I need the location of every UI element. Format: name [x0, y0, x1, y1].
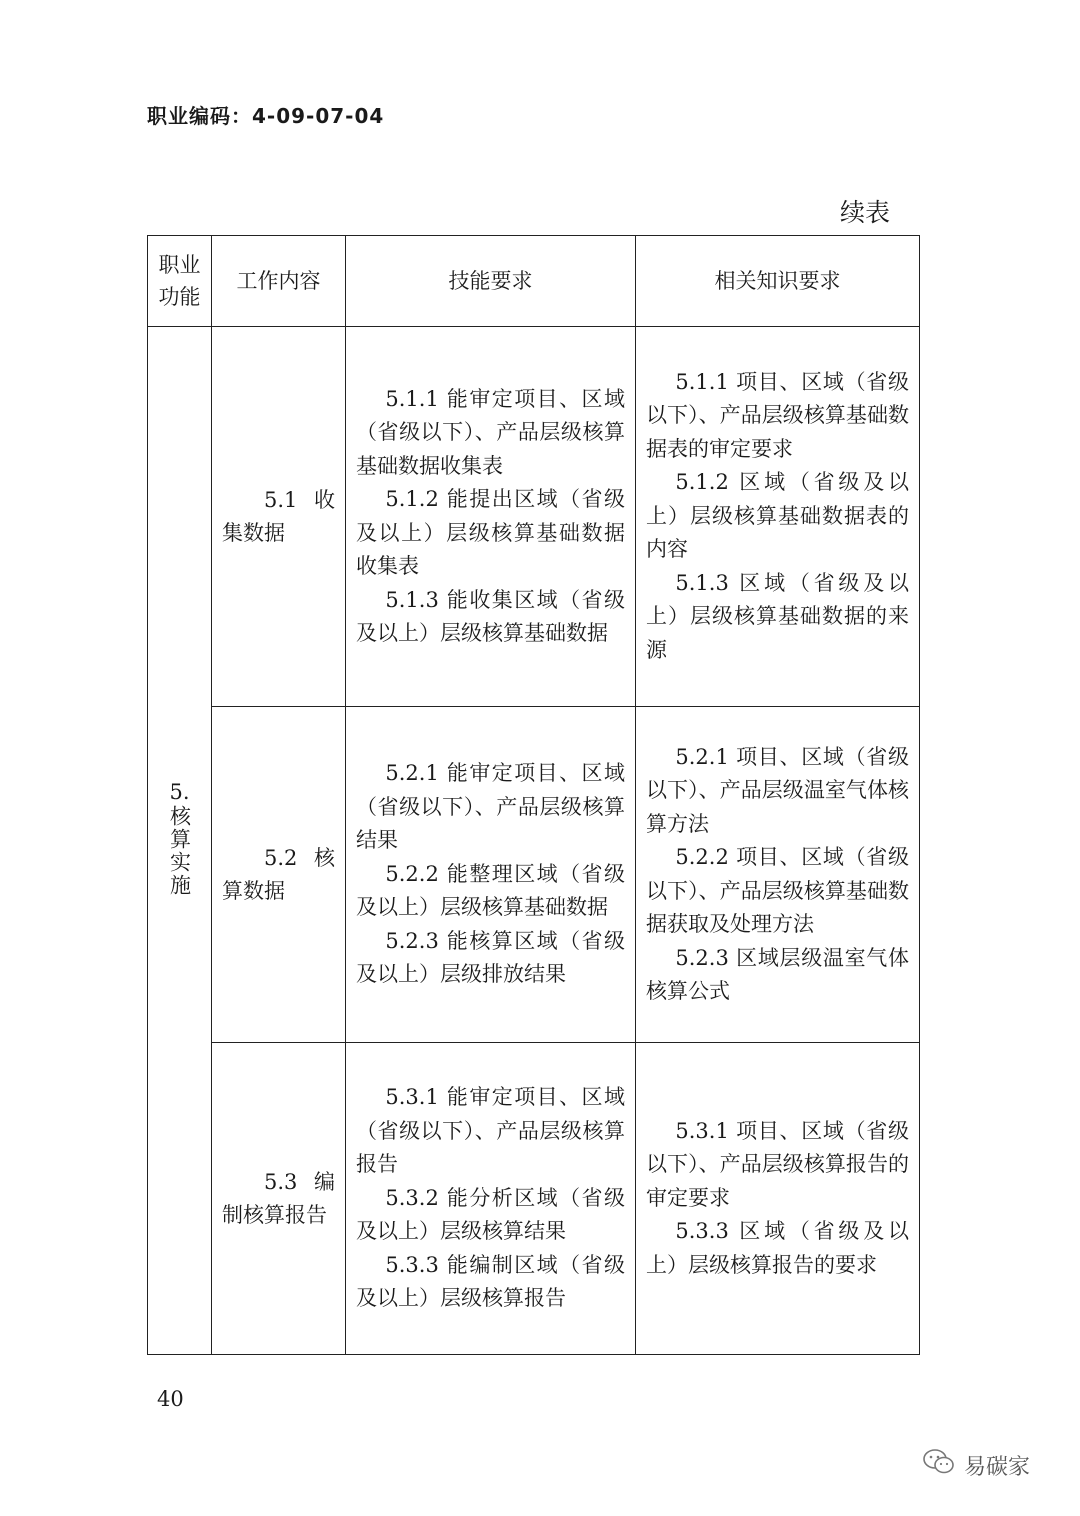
header-work: 工作内容 — [212, 236, 346, 327]
skills-cell — [346, 327, 636, 707]
work-content: 5.2 核算数据 — [212, 707, 346, 1043]
function-name: 核算实施 — [167, 804, 192, 897]
skills-cell — [346, 1043, 636, 1355]
function-number: 5. — [169, 779, 190, 804]
skill-item: 5.2.3 能核算区域（省级及以上）层级排放结果 — [356, 928, 625, 987]
continued-label: 续表 — [839, 198, 890, 227]
knowledge-item: 5.1.1 项目、区域（省级以下）、产品层级核算基础数据表的审定要求 — [646, 369, 909, 461]
skill-item: 5.1.2 能提出区域（省级及以上）层级核算基础数据收集表 — [356, 487, 625, 578]
skill-item: 5.2.2 能整理区域（省级及以上）层级核算基础数据 — [356, 861, 625, 920]
table-header-row — [148, 236, 920, 327]
knowledge-item: 5.3.1 项目、区域（省级以下）、产品层级核算报告的审定要求 — [646, 1118, 909, 1210]
header-knowledge: 相关知识要求 — [636, 236, 920, 327]
knowledge-item: 5.1.2 区域（省级及以上）层级核算基础数据表的内容 — [646, 470, 909, 562]
skill-item: 5.2.1 能审定项目、区域（省级以下）、产品层级核算结果 — [356, 761, 625, 853]
function-cell — [148, 327, 212, 1355]
knowledge-item: 5.2.3 区域层级温室气体核算公式 — [646, 945, 909, 1003]
skill-item: 5.1.1 能审定项目、区域（省级以下）、产品层级核算基础数据收集表 — [356, 386, 625, 478]
skills-table — [147, 235, 920, 1355]
knowledge-cell — [636, 1043, 920, 1355]
knowledge-item: 5.3.3 区域（省级及以上）层级核算报告的要求 — [646, 1219, 909, 1277]
header-skills: 技能要求 — [346, 236, 636, 327]
occupation-code: 职业编码：4-09-07-04 — [147, 104, 385, 128]
page-number: 40 — [157, 1387, 184, 1411]
skill-item: 5.3.3 能编制区域（省级及以上）层级核算报告 — [356, 1252, 625, 1311]
knowledge-item: 5.2.1 项目、区域（省级以下）、产品层级温室气体核算方法 — [646, 744, 909, 836]
skill-item: 5.3.1 能审定项目、区域（省级以下）、产品层级核算报告 — [356, 1085, 625, 1177]
work-content: 5.1 收集数据 — [212, 327, 346, 707]
wechat-icon — [922, 1448, 956, 1482]
table-row — [148, 327, 920, 707]
knowledge-cell — [636, 327, 920, 707]
knowledge-item: 5.1.3 区域（省级及以上）层级核算基础数据的来源 — [646, 570, 909, 662]
table-row — [148, 1043, 920, 1355]
table-row — [148, 707, 920, 1043]
header-function: 职业功能 — [148, 236, 212, 327]
knowledge-item: 5.2.2 项目、区域（省级以下）、产品层级核算基础数据获取及处理方法 — [646, 845, 909, 936]
work-content: 5.3 编制核算报告 — [212, 1043, 346, 1355]
knowledge-cell — [636, 707, 920, 1043]
watermark — [922, 1448, 1030, 1482]
skill-item: 5.1.3 能收集区域（省级及以上）层级核算基础数据 — [356, 587, 625, 645]
skill-item: 5.3.2 能分析区域（省级及以上）层级核算结果 — [356, 1185, 625, 1244]
watermark-text: 易碳家 — [964, 1454, 1031, 1480]
skills-cell — [346, 707, 636, 1043]
